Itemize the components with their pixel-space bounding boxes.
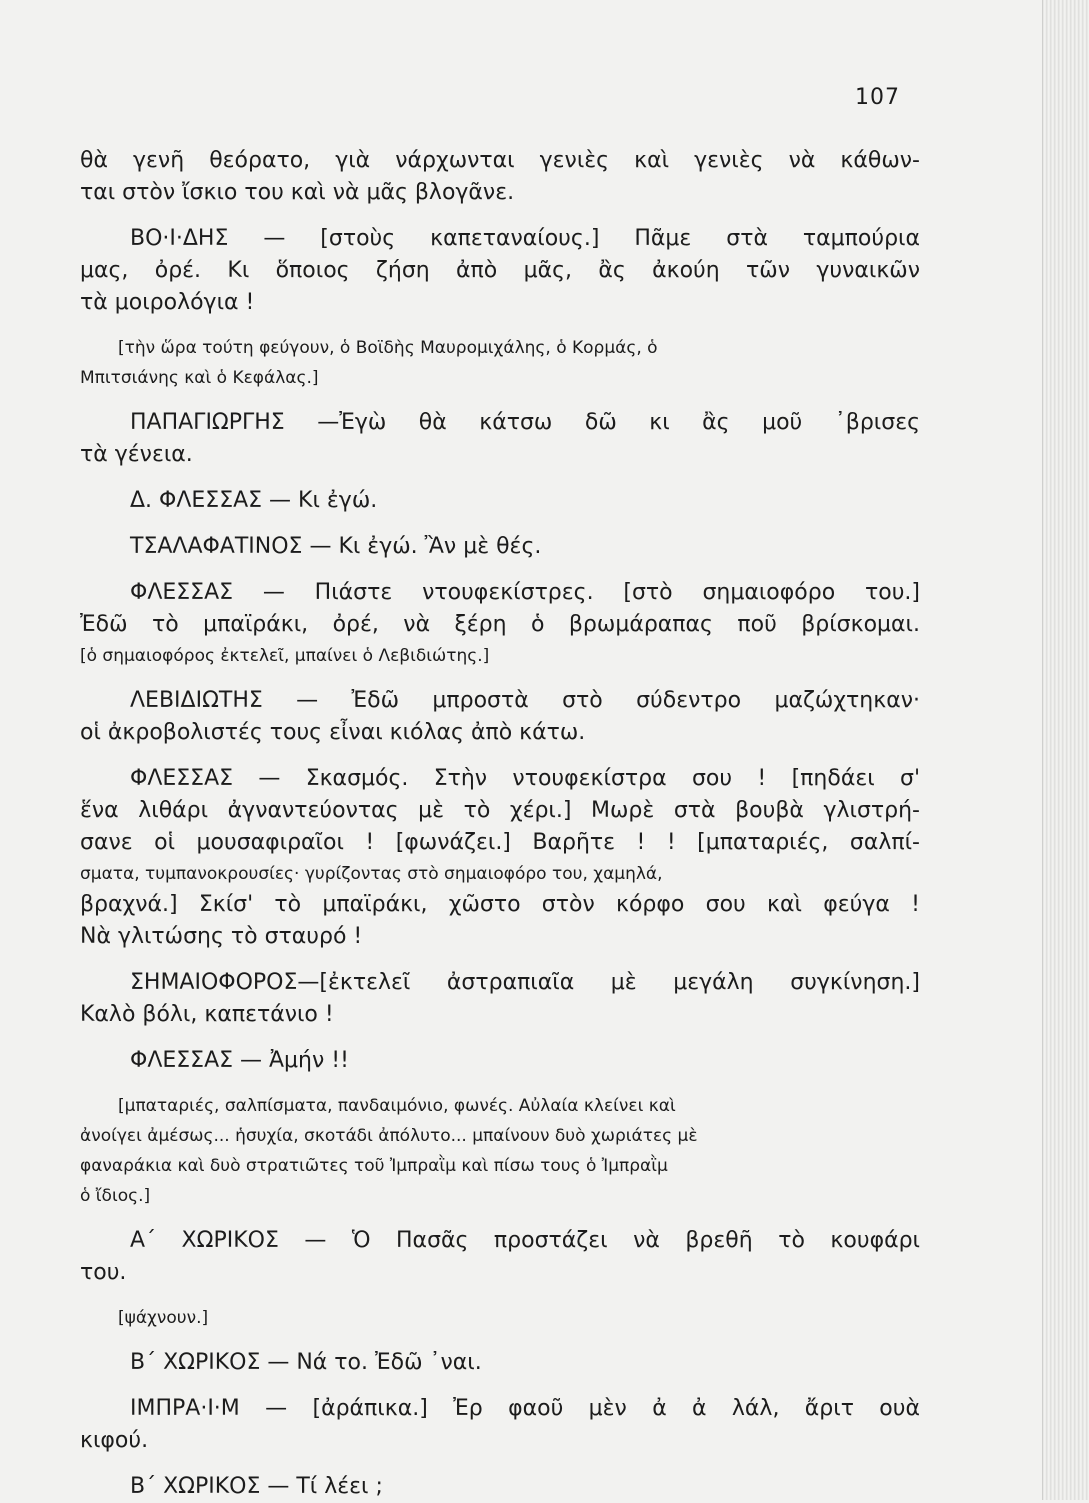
- text-line: ἕνα λιθάρι ἀγναντεύοντας μὲ τὸ χέρι.] Μωρὲ στὰ βουβὰ γλιστρή-: [80, 798, 920, 823]
- text-line: κιφού.: [80, 1428, 149, 1453]
- page-number: 107: [855, 85, 900, 110]
- speaker-line: ΦΛΕΣΣΑΣ — Ἀμήν !!: [130, 1048, 349, 1073]
- stage-direction-line: ἀνοίγει ἀμέσως... ἡσυχία, σκοτάδι ἀπόλυτο... μπαίνουν δυὸ χωριάτες μὲ: [80, 1126, 698, 1146]
- stage-direction-line: [μπαταριές, σαλπίσματα, πανδαιμόνιο, φωνές. Αὐλαία κλείνει καὶ: [118, 1096, 676, 1116]
- text-line: Ἐδῶ τὸ μπαϊράκι, ὀρέ, νὰ ξέρη ὁ βρωμάραπας ποῦ βρίσκομαι.: [80, 612, 920, 637]
- stage-direction-line: [ὁ σημαιοφόρος ἐκτελεῖ, μπαίνει ὁ Λεβιδιώτης.]: [80, 646, 490, 666]
- text-line: τὰ μοιρολόγια !: [80, 290, 255, 315]
- speaker-line: ΤΣΑΛΑΦΑΤΙΝΟΣ — Κι ἐγώ. Ἂν μὲ θές.: [130, 534, 542, 559]
- speaker-line: Δ. ΦΛΕΣΣΑΣ — Κι ἐγώ.: [130, 488, 378, 513]
- stage-direction-line: [τὴν ὥρα τούτη φεύγουν, ὁ Βοϊδὴς Μαυρομιχάλης, ὁ Κορμάς, ὁ: [118, 338, 658, 358]
- speaker-line: ΙΜΠΡΑ·Ι·Μ — [ἀράπικα.] Ἐρ φαοῦ μὲν ἀ ἀ λάλ, ἄριτ ουὰ: [130, 1396, 920, 1421]
- text-line: οἱ ἀκροβολιστές τους εἶναι κιόλας ἀπὸ κάτω.: [80, 720, 586, 745]
- speaker-line: ΦΛΕΣΣΑΣ — Σκασμός. Στὴν ντουφεκίστρα σου ! [πηδάει σ': [130, 766, 920, 791]
- text-line: θὰ γενῆ θεόρατο, γιὰ νάρχωνται γενιὲς καὶ γενιὲς νὰ κάθων-: [80, 148, 920, 173]
- stage-direction-line: [ψάχνουν.]: [118, 1308, 209, 1328]
- text-line: τὰ γένεια.: [80, 442, 193, 467]
- speaker-line: ΦΛΕΣΣΑΣ — Πιάστε ντουφεκίστρες. [στὸ σημαιοφόρο του.]: [130, 580, 920, 605]
- speaker-line: Β΄ ΧΩΡΙΚΟΣ — Νά το. Ἐδῶ ᾿ναι.: [130, 1350, 482, 1375]
- speaker-line: ΒΟ·Ι·ΔΗΣ — [στοὺς καπεταναίους.] Πᾶμε στὰ ταμπούρια: [130, 226, 920, 251]
- stage-direction-line: φαναράκια καὶ δυὸ στρατιῶτες τοῦ Ἰμπραῒμ καὶ πίσω τους ὁ Ἰμπραῒμ: [80, 1156, 668, 1176]
- speaker-line: Β΄ ΧΩΡΙΚΟΣ — Τί λέει ;: [130, 1474, 383, 1499]
- text-line: ται στὸν ἴσκιο του καὶ νὰ μᾶς βλογᾶνε.: [80, 180, 515, 205]
- speaker-line: ΛΕΒΙΔΙΩΤΗΣ — Ἐδῶ μπροστὰ στὸ σύδεντρο μαζώχτηκαν·: [130, 688, 920, 713]
- text-line: Καλὸ βόλι, καπετάνιο !: [80, 1002, 334, 1027]
- text-line: του.: [80, 1260, 127, 1285]
- speaker-line: Α΄ ΧΩΡΙΚΟΣ — Ὁ Πασᾶς προστάζει νὰ βρεθῆ τὸ κουφάρι: [130, 1228, 920, 1253]
- page-text: [80, 145, 920, 1503]
- text-line: βραχνά.] Σκίσ' τὸ μπαϊράκι, χῶστο στὸν κόρφο σου καὶ φεύγα !: [80, 892, 920, 917]
- stage-direction-line: ὁ ἴδιος.]: [80, 1186, 151, 1206]
- text-line: σανε οἱ μουσαφιραῖοι ! [φωνάζει.] Βαρῆτε ! ! [μπαταριές, σαλπί-: [80, 830, 920, 855]
- speaker-line: ΣΗΜΑΙΟΦΟΡΟΣ—[ἐκτελεῖ ἀστραπιαῖα μὲ μεγάλη συγκίνηση.]: [130, 970, 920, 995]
- stage-direction-line: σματα, τυμπανοκρουσίες· γυρίζοντας στὸ σημαιοφόρο του, χαμηλά,: [80, 864, 663, 884]
- page-edge: [1042, 0, 1089, 1500]
- text-line: μας, ὀρέ. Κι ὅποιος ζήση ἀπὸ μᾶς, ἂς ἀκούη τῶν γυναικῶν: [80, 258, 920, 283]
- stage-direction-line: Μπιτσιάνης καὶ ὁ Κεφάλας.]: [80, 368, 319, 388]
- text-line: Νὰ γλιτώσης τὸ σταυρό !: [80, 924, 363, 949]
- speaker-line: ΠΑΠΑΓΙΩΡΓΗΣ —Ἐγὼ θὰ κάτσω δῶ κι ἂς μοῦ ᾿βρισες: [130, 410, 920, 435]
